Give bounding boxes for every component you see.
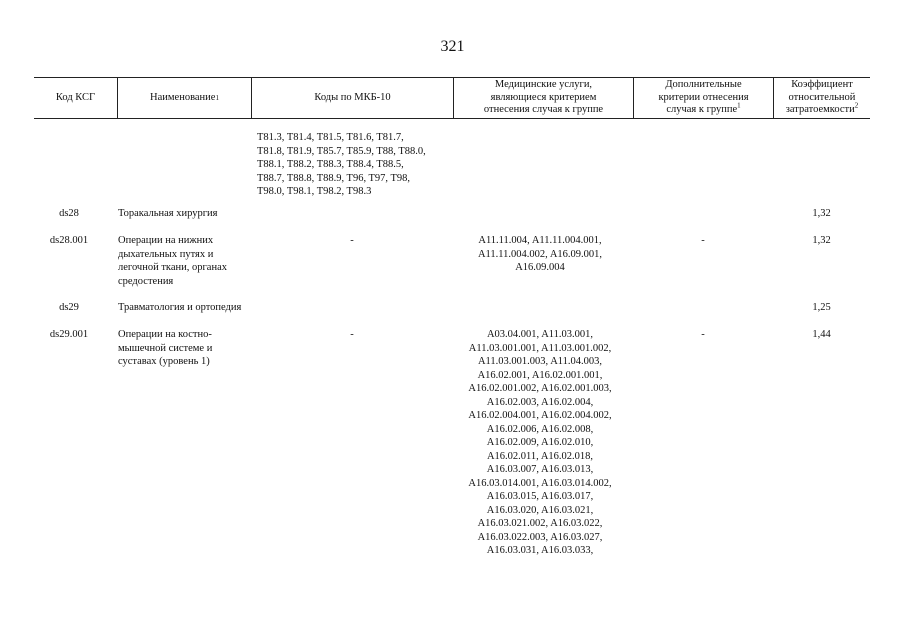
- header-services: [454, 78, 633, 118]
- header-name: Наименование 1: [150, 91, 219, 103]
- additional-criteria: -: [701, 329, 705, 340]
- header-code-label: Код КСГ: [55, 91, 96, 103]
- medical-services: A03.04.001, A11.03.001, A11.03.001.001, A11.03.001.002, A11.03.001.003, A11.04.003, A16.02.001, A16.02.001.001, A16.02.001.002, A16.02.001.003, A16.02.003, A16.02.004, A16.02.004.001, A16.02.004.002, A16.02.006, A16.02.008, A16.02.009, A16.02.010, A16.02.011, A16.02.018, A16.03.007, A16.03.013, A16.03.014.001, A16.03.014.002, A16.03.015, A16.03.017, A16.03.020, A16.03.021, A16.03.021.002, A16.03.022, A16.03.022.003, A16.03.027, A16.03.031, A16.03.033,: [468, 329, 612, 556]
- header-services-label: Медицинские услуги, являющиеся критерием отнесения случая к группе: [483, 79, 604, 116]
- icd-codes: -: [350, 235, 354, 246]
- ksg-code: ds28: [59, 208, 79, 219]
- coefficient: 1,32: [812, 208, 831, 219]
- header-name-label: Наименование: [150, 91, 216, 103]
- header-icd: [252, 78, 453, 118]
- ksg-name: Операции на костно- мышечной системе и суставах (уровень 1): [118, 329, 213, 367]
- header-coef: [774, 78, 870, 118]
- header-icd-label: Коды по МКБ-10: [314, 91, 391, 103]
- header-bottom-rule: [34, 118, 870, 119]
- ksg-name: Операции на нижних дыхательных путях и легочной ткани, органах средостения: [118, 235, 227, 287]
- ksg-code: ds29: [59, 302, 79, 313]
- coefficient: 1,44: [812, 329, 831, 340]
- ksg-name: Травматология и ортопедия: [118, 302, 242, 313]
- footnote-marker: 2: [854, 101, 859, 110]
- header-additional: [634, 78, 773, 118]
- icd-codes: T81.3, T81.4, T81.5, T81.6, T81.7, T81.8, T81.9, T85.7, T85.9, T88, T88.0, T88.1, T88.2, T88.3, T88.4, T88.5, T88.7, T88.8, T88.9, T96, T97, T98, T98.0, T98.1, T98.2, T98.3: [257, 132, 426, 197]
- coefficient: 1,32: [812, 235, 831, 246]
- ksg-code: ds28.001: [49, 235, 89, 246]
- icd-codes: -: [350, 329, 354, 340]
- medical-services: A11.11.004, A11.11.004.001, A11.11.004.002, A16.09.001, A16.09.004: [477, 235, 603, 273]
- footnote-marker: 1: [737, 101, 741, 110]
- ksg-name: Торакальная хирургия: [118, 208, 218, 219]
- ksg-code: ds29.001: [49, 329, 89, 340]
- page-number: 321: [440, 38, 465, 55]
- header-additional-label: Дополнительные критерии отнесения случая к группе: [658, 79, 749, 116]
- coefficient: 1,25: [812, 302, 831, 313]
- header-code: [34, 78, 117, 118]
- header-coef-label: Коэффициент относительной затратоемкости: [785, 79, 856, 116]
- additional-criteria: -: [701, 235, 705, 246]
